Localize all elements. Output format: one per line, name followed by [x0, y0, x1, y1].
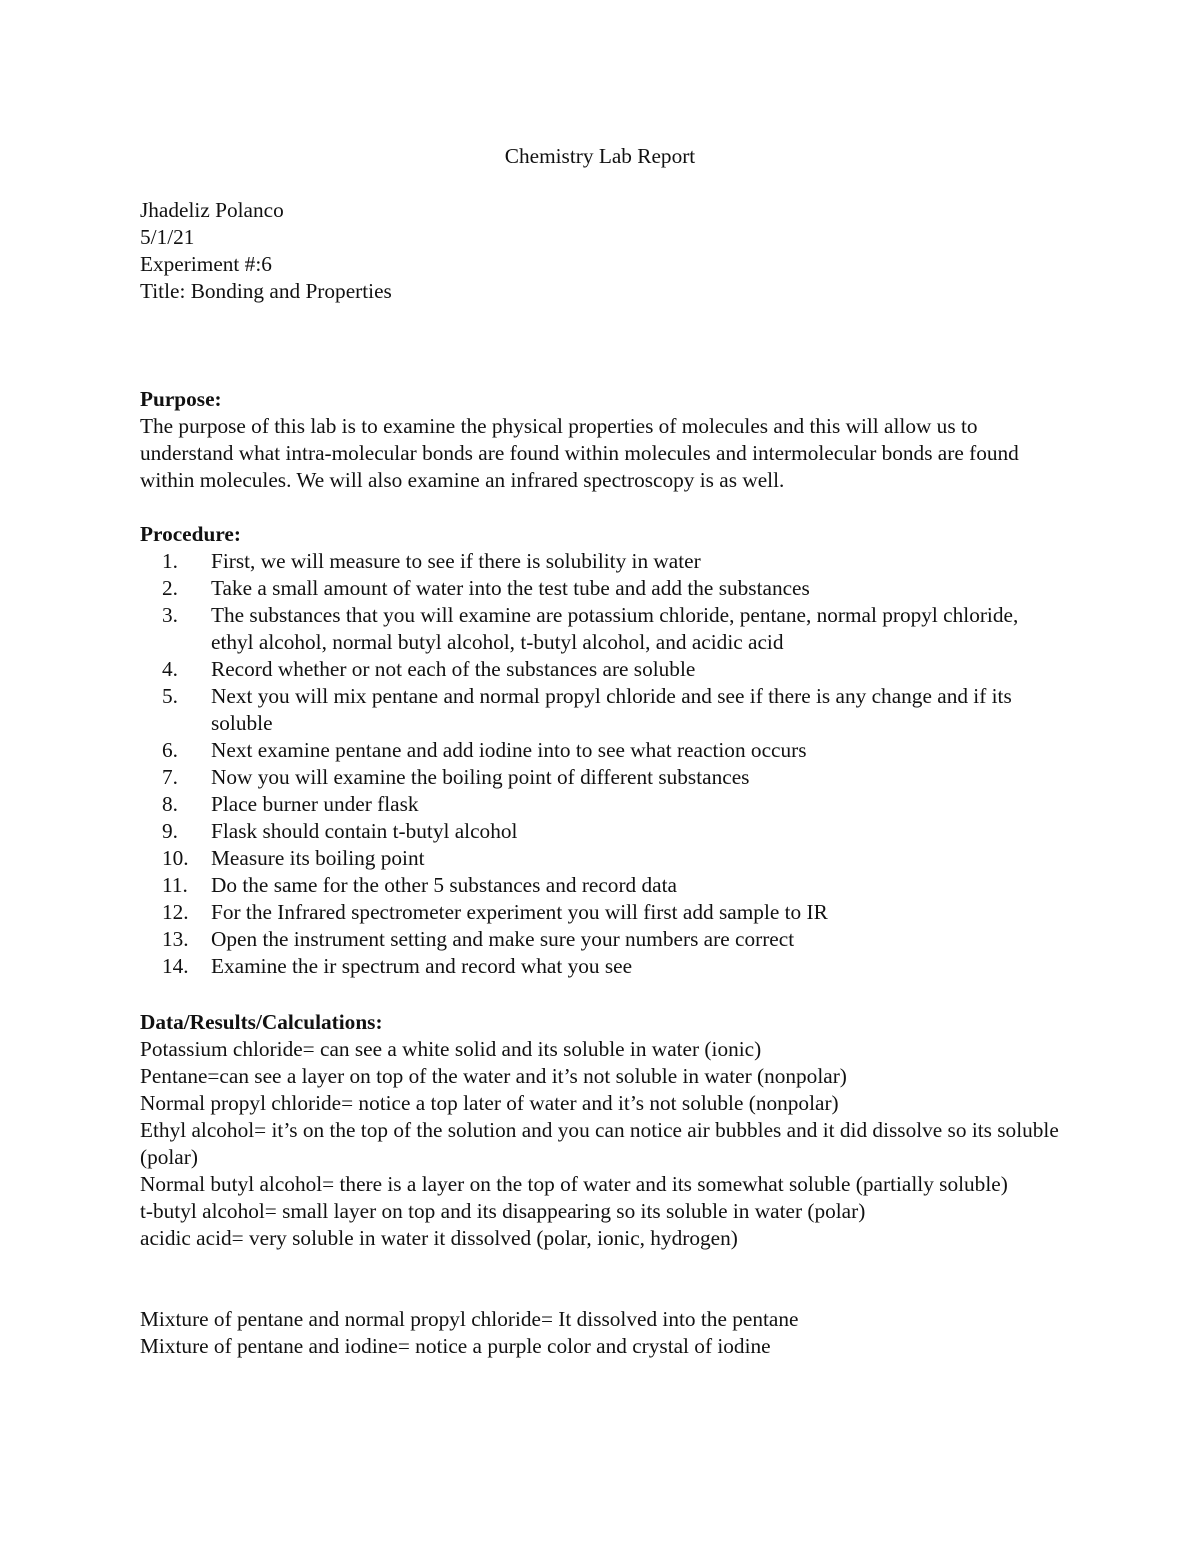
step-number: 12. [162, 900, 189, 924]
procedure-heading: Procedure: [140, 522, 241, 546]
step-text: Next you will mix pentane and normal propyl chloride and see if there is any change and if its soluble [211, 684, 1012, 735]
procedure-step [140, 899, 1065, 926]
purpose-section [140, 386, 1065, 494]
step-text: Open the instrument setting and make sure your numbers are correct [211, 927, 795, 951]
step-text: Take a small amount of water into the test tube and add the substances [211, 576, 810, 600]
procedure-section [140, 521, 1065, 980]
procedure-step [140, 818, 1065, 845]
procedure-step [140, 953, 1065, 980]
procedure-step [140, 737, 1065, 764]
procedure-step [140, 656, 1065, 683]
step-number: 11. [162, 873, 188, 897]
result-line: t-butyl alcohol= small layer on top and its disappearing so its soluble in water (polar) [140, 1199, 866, 1223]
step-text: Next examine pentane and add iodine into to see what reaction occurs [211, 738, 807, 762]
author-name: Jhadeliz Polanco [140, 198, 284, 222]
mixture-line: Mixture of pentane and normal propyl chloride= It dissolved into the pentane [140, 1307, 799, 1331]
result-line: Normal butyl alcohol= there is a layer on the top of water and its somewhat soluble (partially soluble) [140, 1172, 1008, 1196]
purpose-text: The purpose of this lab is to examine the physical properties of molecules and this will allow us to understand what intra-molecular bonds are found within molecules and intermolecular bonds are found within molecules. We will also examine an infrared spectroscopy is as well. [140, 414, 1019, 492]
results-heading: Data/Results/Calculations: [140, 1010, 383, 1034]
step-number: 3. [162, 603, 178, 627]
step-number: 5. [162, 684, 178, 708]
step-text: Do the same for the other 5 substances and record data [211, 873, 677, 897]
procedure-step [140, 683, 1065, 737]
procedure-step [140, 602, 1065, 656]
step-text: Place burner under flask [211, 792, 419, 816]
step-text: First, we will measure to see if there is solubility in water [211, 549, 701, 573]
step-number: 4. [162, 657, 178, 681]
step-number: 9. [162, 819, 178, 843]
step-number: 7. [162, 765, 178, 789]
mixtures-section [140, 1306, 1065, 1360]
procedure-step [140, 791, 1065, 818]
step-text: Examine the ir spectrum and record what you see [211, 954, 633, 978]
step-text: Flask should contain t-butyl alcohol [211, 819, 518, 843]
procedure-step [140, 548, 1065, 575]
procedure-step [140, 764, 1065, 791]
report-date: 5/1/21 [140, 225, 195, 249]
step-number: 10. [162, 846, 189, 870]
step-text: For the Infrared spectrometer experiment you will first add sample to IR [211, 900, 828, 924]
step-text: Now you will examine the boiling point of different substances [211, 765, 750, 789]
procedure-step [140, 575, 1065, 602]
procedure-step [140, 872, 1065, 899]
document-title: Chemistry Lab Report [504, 144, 696, 168]
purpose-heading: Purpose: [140, 387, 222, 411]
step-number: 2. [162, 576, 178, 600]
mixture-line: Mixture of pentane and iodine= notice a purple color and crystal of iodine [140, 1334, 771, 1358]
result-line: acidic acid= very soluble in water it dissolved (polar, ionic, hydrogen) [140, 1226, 738, 1250]
step-number: 14. [162, 954, 189, 978]
step-number: 8. [162, 792, 178, 816]
procedure-steps [140, 548, 1065, 980]
result-line: Normal propyl chloride= notice a top later of water and it’s not soluble (nonpolar) [140, 1091, 839, 1115]
step-text: The substances that you will examine are potassium chloride, pentane, normal propyl chloride, ethyl alcohol, normal butyl alcohol, t-butyl alcohol, and acidic acid [211, 603, 1019, 654]
procedure-step [140, 845, 1065, 872]
step-number: 1. [162, 549, 178, 573]
procedure-step [140, 926, 1065, 953]
step-number: 6. [162, 738, 178, 762]
result-line: Potassium chloride= can see a white solid and its soluble in water (ionic) [140, 1037, 762, 1061]
experiment-number: Experiment #:6 [140, 252, 272, 276]
step-text: Record whether or not each of the substances are soluble [211, 657, 696, 681]
report-title: Title: Bonding and Properties [140, 279, 392, 303]
step-text: Measure its boiling point [211, 846, 425, 870]
result-line: Ethyl alcohol= it’s on the top of the solution and you can notice air bubbles and it did dissolve so its soluble (polar) [140, 1118, 1059, 1169]
header-info [140, 197, 392, 305]
step-number: 13. [162, 927, 189, 951]
result-line: Pentane=can see a layer on top of the water and it’s not soluble in water (nonpolar) [140, 1064, 847, 1088]
results-section [140, 1009, 1065, 1252]
